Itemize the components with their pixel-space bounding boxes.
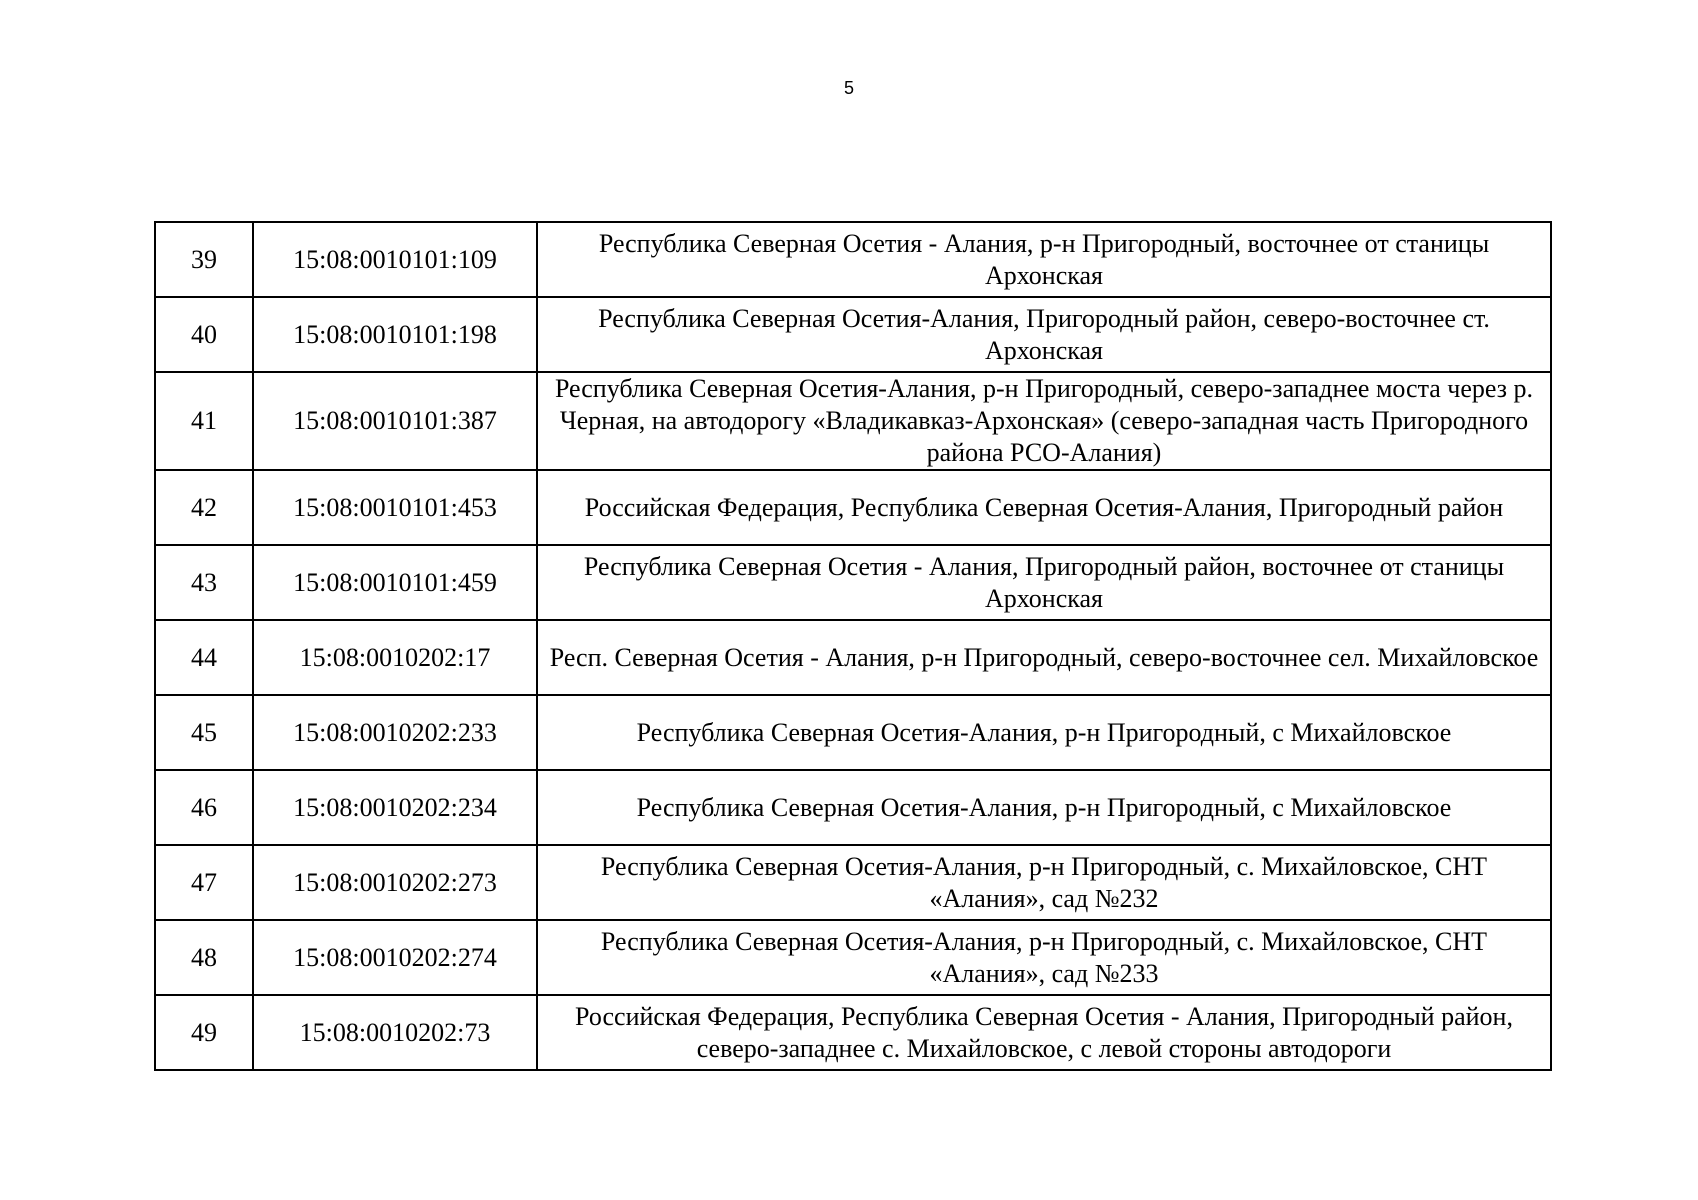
address: Респ. Северная Осетия - Алания, р-н Пригородный, северо-восточнее сел. Михайловское bbox=[537, 620, 1551, 695]
table-row bbox=[155, 545, 1551, 620]
cadastral-number: 15:08:0010101:198 bbox=[253, 297, 537, 372]
address: Республика Северная Осетия - Алания, Пригородный район, восточнее от станицы Архонская bbox=[537, 545, 1551, 620]
address: Республика Северная Осетия-Алания, р-н Пригородный, с. Михайловское, СНТ «Алания», сад №232 bbox=[537, 845, 1551, 920]
table-row bbox=[155, 995, 1551, 1070]
row-number: 40 bbox=[155, 297, 253, 372]
table-row bbox=[155, 845, 1551, 920]
cadastral-number: 15:08:0010202:17 bbox=[253, 620, 537, 695]
table-row bbox=[155, 372, 1551, 470]
cadastral-number: 15:08:0010202:233 bbox=[253, 695, 537, 770]
table-row bbox=[155, 695, 1551, 770]
row-number: 39 bbox=[155, 222, 253, 297]
row-number: 43 bbox=[155, 545, 253, 620]
row-number: 44 bbox=[155, 620, 253, 695]
land-plots-table bbox=[154, 221, 1552, 1071]
row-number: 41 bbox=[155, 372, 253, 470]
table-row bbox=[155, 297, 1551, 372]
table-row bbox=[155, 470, 1551, 545]
cadastral-number: 15:08:0010202:274 bbox=[253, 920, 537, 995]
table-row bbox=[155, 222, 1551, 297]
cadastral-number: 15:08:0010101:453 bbox=[253, 470, 537, 545]
row-number: 45 bbox=[155, 695, 253, 770]
table-row bbox=[155, 770, 1551, 845]
table-row bbox=[155, 920, 1551, 995]
address: Российская Федерация, Республика Северная Осетия - Алания, Пригородный район, северо-западнее с. Михайловское, с левой стороны автодороги bbox=[537, 995, 1551, 1070]
row-number: 42 bbox=[155, 470, 253, 545]
row-number: 46 bbox=[155, 770, 253, 845]
cadastral-number: 15:08:0010101:387 bbox=[253, 372, 537, 470]
cadastral-number: 15:08:0010202:273 bbox=[253, 845, 537, 920]
cadastral-number: 15:08:0010202:73 bbox=[253, 995, 537, 1070]
cadastral-number: 15:08:0010101:459 bbox=[253, 545, 537, 620]
address: Российская Федерация, Республика Северная Осетия-Алания, Пригородный район bbox=[537, 470, 1551, 545]
address: Республика Северная Осетия-Алания, р-н Пригородный, северо-западнее моста через р. Черная, на автодорогу «Владикавказ-Архонская» (северо-западная часть Пригородного района РСО-Алания) bbox=[537, 372, 1551, 470]
address: Республика Северная Осетия-Алания, Пригородный район, северо-восточнее ст. Архонская bbox=[537, 297, 1551, 372]
row-number: 48 bbox=[155, 920, 253, 995]
row-number: 47 bbox=[155, 845, 253, 920]
cadastral-number: 15:08:0010101:109 bbox=[253, 222, 537, 297]
table-row bbox=[155, 620, 1551, 695]
address: Республика Северная Осетия - Алания, р-н Пригородный, восточнее от станицы Архонская bbox=[537, 222, 1551, 297]
address: Республика Северная Осетия-Алания, р-н Пригородный, с. Михайловское, СНТ «Алания», сад №233 bbox=[537, 920, 1551, 995]
cadastral-number: 15:08:0010202:234 bbox=[253, 770, 537, 845]
address: Республика Северная Осетия-Алания, р-н Пригородный, с Михайловское bbox=[537, 770, 1551, 845]
page-number: 5 bbox=[843, 78, 854, 98]
row-number: 49 bbox=[155, 995, 253, 1070]
address: Республика Северная Осетия-Алания, р-н Пригородный, с Михайловское bbox=[537, 695, 1551, 770]
